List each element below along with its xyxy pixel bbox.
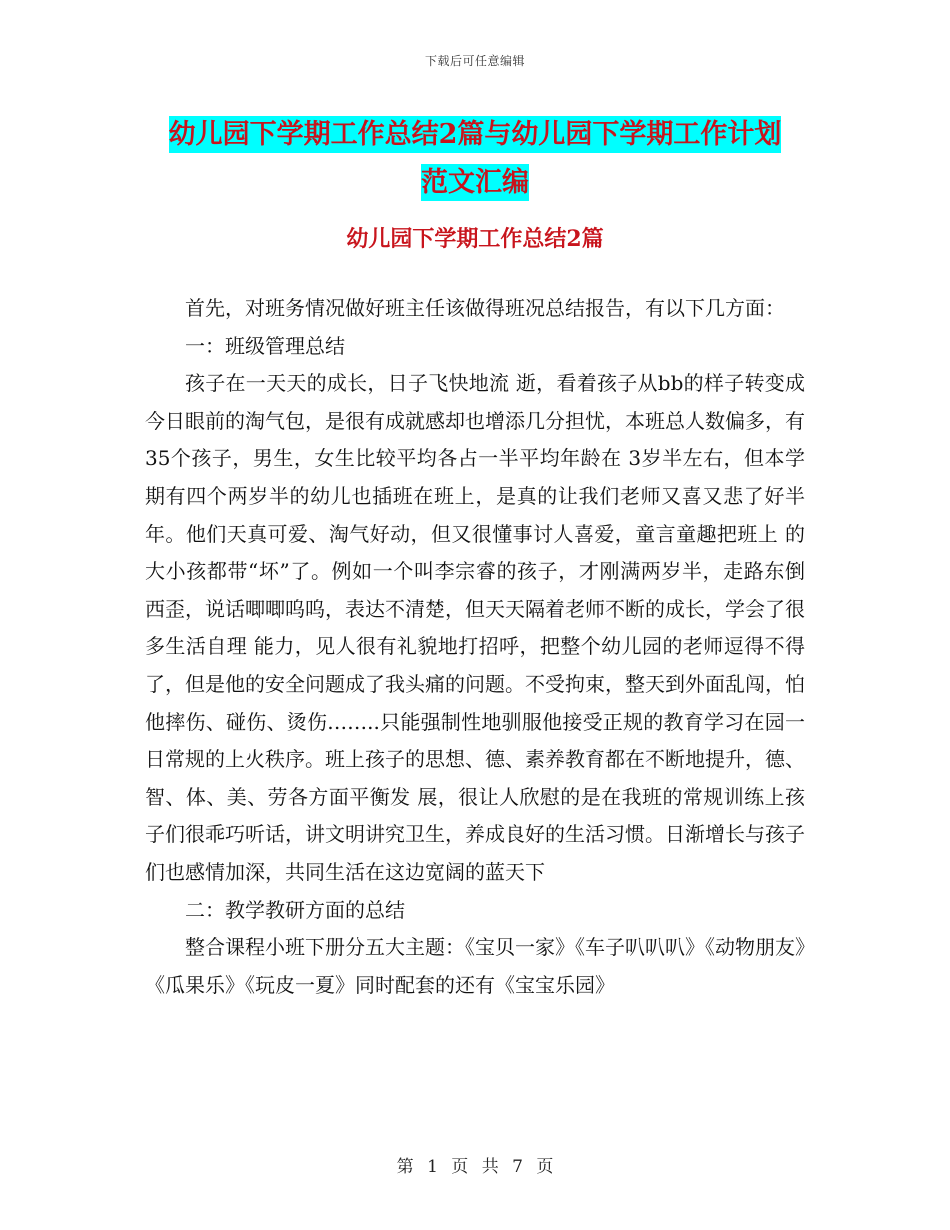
section-title: 幼儿园下学期工作总结2篇 [346, 226, 604, 252]
heading-class-management: 一：班级管理总结 [185, 333, 345, 358]
paragraph-curriculum: 整合课程小班下册分五大主题：《宝贝一家》《车子叭叭叭》《动物朋友》《瓜果乐》《玩皮一夏》同时配套的还有《宝宝乐园》 [145, 935, 805, 997]
paragraph-intro: 首先，对班务情况做好班主任该做得班况总结报告，有以下几方面： [185, 296, 785, 320]
document-title-line-2-text: 范文汇编 [421, 164, 529, 201]
paragraph-class-management: 孩子在一天天的成长，日子飞快地流 逝，看着孩子从bb的样子转变成今日眼前的淘气包，是很有成就感却也增添几分担忧，本班总人数偏多，有35个孩子，男生，女生比较平均各占一半平均年龄在 3岁半左右，但本学期有四个两岁半的幼儿也插班在班上，是真的让我们老师又喜又悲了好半年。他们天真可爱、淘气好动，但又很懂事讨人喜爱，童言童趣把班上 的大小孩都带“坏”了。例如一个叫李宗睿的孩子，才刚满两岁半，走路东倒西歪，说话唧唧呜呜，表达不清楚，但天天隔着老师不断的成长，学会了很多生活自理 能力，见人很有礼貌地打招呼，把整个幼儿园的老师逗得不得了，但是他的安全问题成了我头痛的问题。不受拘束，整天到外面乱闯，怕他摔伤、碰伤、烫伤……..只能强制性地驯服他接受正规的教育学习在园一日常规的上火秩序。班上孩子的思想、德、素养教育都在不断地提升，德、智、体、美、劳各方面平衡发 展，很让人欣慰的是在我班的常规训练上孩子们很乖巧听话，讲文明讲究卫生，养成良好的生活习惯。日渐增长与孩子们也感情加深，共同生活在这边宽阔的蓝天下 [145, 371, 805, 884]
document-body [145, 290, 805, 1004]
page-footer: 第 1 页 共 7 页 [396, 1157, 554, 1177]
heading-teaching-research: 二：教学教研方面的总结 [185, 897, 405, 922]
document-title-line-1-text: 幼儿园下学期工作总结2篇与幼儿园下学期工作计划 [169, 116, 782, 153]
document-title-line-2 [120, 160, 830, 199]
document-title-line-1 [120, 112, 830, 151]
header-note: 下载后可任意编辑 [424, 54, 525, 68]
